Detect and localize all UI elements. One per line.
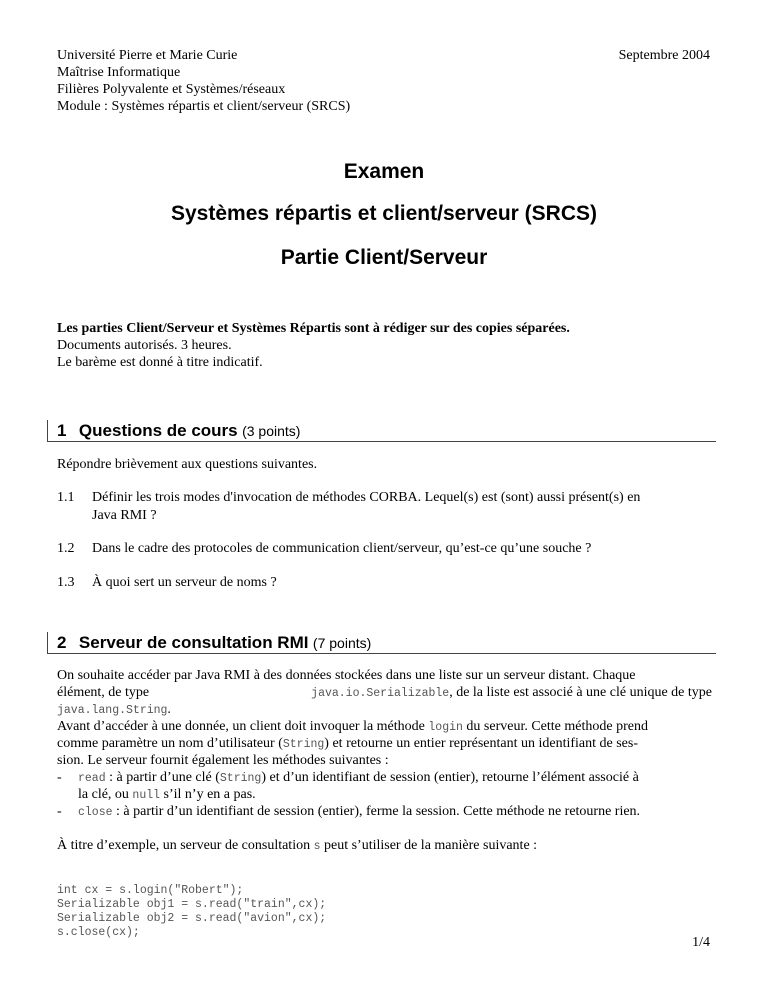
section2-p1-line3 xyxy=(57,701,171,719)
section1-left-bar xyxy=(47,420,48,442)
section2-heading xyxy=(57,633,371,653)
section2-p2-line2 xyxy=(57,735,638,753)
question-text: Dans le cadre des protocoles de communication client/serveur, qu’est-ce qu’une souche ? xyxy=(92,541,592,556)
section2-text: peut s’utiliser de la manière suivante : xyxy=(324,838,538,853)
question-text-cont: Java RMI ? xyxy=(92,508,157,523)
intro-grading: Le barème est donné à titre indicatif. xyxy=(57,355,263,370)
section1-rule xyxy=(47,441,716,442)
list-item-read xyxy=(78,769,639,787)
section2-text: ) et retourne un entier représentant un identifiant de ses- xyxy=(324,736,639,751)
question-text: Définir les trois modes d'invocation de méthodes CORBA. Lequel(s) est (sont) aussi présent(s) en xyxy=(92,490,641,505)
page-number: 1/4 xyxy=(692,935,710,950)
question-number: 1.2 xyxy=(57,541,75,556)
title-exam: Examen xyxy=(343,160,425,183)
list-item-text: s’il n’y en a pas. xyxy=(160,787,256,802)
section2-rule xyxy=(47,653,716,654)
list-item-text: : à partir d’une clé ( xyxy=(105,770,220,785)
type-string-key: String xyxy=(219,772,262,785)
method-close: close xyxy=(78,806,113,819)
section2-text: À titre d’exemple, un serveur de consultation xyxy=(57,838,311,853)
section1-heading xyxy=(57,421,300,441)
section2-number: 2 xyxy=(57,633,67,652)
code-line: Serializable obj1 = s.read("train",cx); xyxy=(57,898,327,911)
value-null: null xyxy=(132,789,161,802)
section2-p1-line1: On souhaite accéder par Java RMI à des données stockées dans une liste sur un serveur distant. Chaque xyxy=(57,668,636,683)
list-item-text: la clé, ou xyxy=(78,787,129,802)
section2-text: . xyxy=(167,702,171,717)
section2-text: du serveur. Cette méthode prend xyxy=(466,719,648,734)
header-date: Septembre 2004 xyxy=(618,48,710,63)
section2-p2-line1 xyxy=(57,718,648,736)
code-example xyxy=(57,870,326,940)
section2-text: comme paramètre un nom d’utilisateur ( xyxy=(57,736,283,751)
section2-left-bar xyxy=(47,632,48,654)
list-item-close xyxy=(78,803,640,821)
header-university: Université Pierre et Marie Curie xyxy=(57,48,238,63)
section2-text: Avant d’accéder à une donnée, un client doit invoquer la méthode xyxy=(57,719,425,734)
intro-instructions: Les parties Client/Serveur et Systèmes Répartis sont à rédiger sur des copies séparées. xyxy=(57,321,570,336)
code-line: int cx = s.login("Robert"); xyxy=(57,884,244,897)
type-string: java.lang.String xyxy=(57,704,168,717)
intro-documents: Documents autorisés. 3 heures. xyxy=(57,338,232,353)
section2-example-intro xyxy=(57,837,537,855)
list-item-text: : à partir d’un identifiant de session (entier), ferme la session. Cette méthode ne retourne rien. xyxy=(112,804,641,819)
method-read: read xyxy=(78,772,106,785)
question-number: 1.3 xyxy=(57,575,75,590)
section1-number: 1 xyxy=(57,421,67,440)
method-login: login xyxy=(428,721,463,734)
list-item-text: ) et d’un identifiant de session (entier), retourne l’élément associé à xyxy=(261,770,639,785)
code-line: s.close(cx); xyxy=(57,926,140,939)
section1-title: Questions de cours xyxy=(78,421,238,440)
code-line: Serializable obj2 = s.read("avion",cx); xyxy=(57,912,327,925)
question-number: 1.1 xyxy=(57,490,75,505)
type-string-param: String xyxy=(282,738,325,751)
list-bullet: - xyxy=(57,804,62,819)
section2-p2-line3: sion. Le serveur fournit également les méthodes suivantes : xyxy=(57,753,389,768)
question-text: À quoi sert un serveur de noms ? xyxy=(92,575,277,590)
section2-text: élément, de type xyxy=(57,685,150,700)
section2-text: , de la liste est associé à une clé unique de type xyxy=(449,685,712,700)
var-s: s xyxy=(313,840,321,853)
header-program: Maîtrise Informatique xyxy=(57,65,181,80)
header-tracks: Filières Polyvalente et Systèmes/réseaux xyxy=(57,82,286,97)
title-course: Systèmes répartis et client/serveur (SRCS) xyxy=(170,202,598,225)
list-item-read-cont xyxy=(78,786,256,804)
list-bullet: - xyxy=(57,770,62,785)
title-part: Partie Client/Serveur xyxy=(280,246,488,269)
section1-lead: Répondre brièvement aux questions suivantes. xyxy=(57,457,318,472)
section2-p1-line2 xyxy=(57,684,712,702)
header-module: Module : Systèmes répartis et client/serveur (SRCS) xyxy=(57,99,351,114)
section1-points: (3 points) xyxy=(242,423,301,439)
section2-points: (7 points) xyxy=(312,635,372,651)
section2-title: Serveur de consultation RMI xyxy=(78,633,309,652)
type-serializable: java.io.Serializable xyxy=(311,687,450,700)
